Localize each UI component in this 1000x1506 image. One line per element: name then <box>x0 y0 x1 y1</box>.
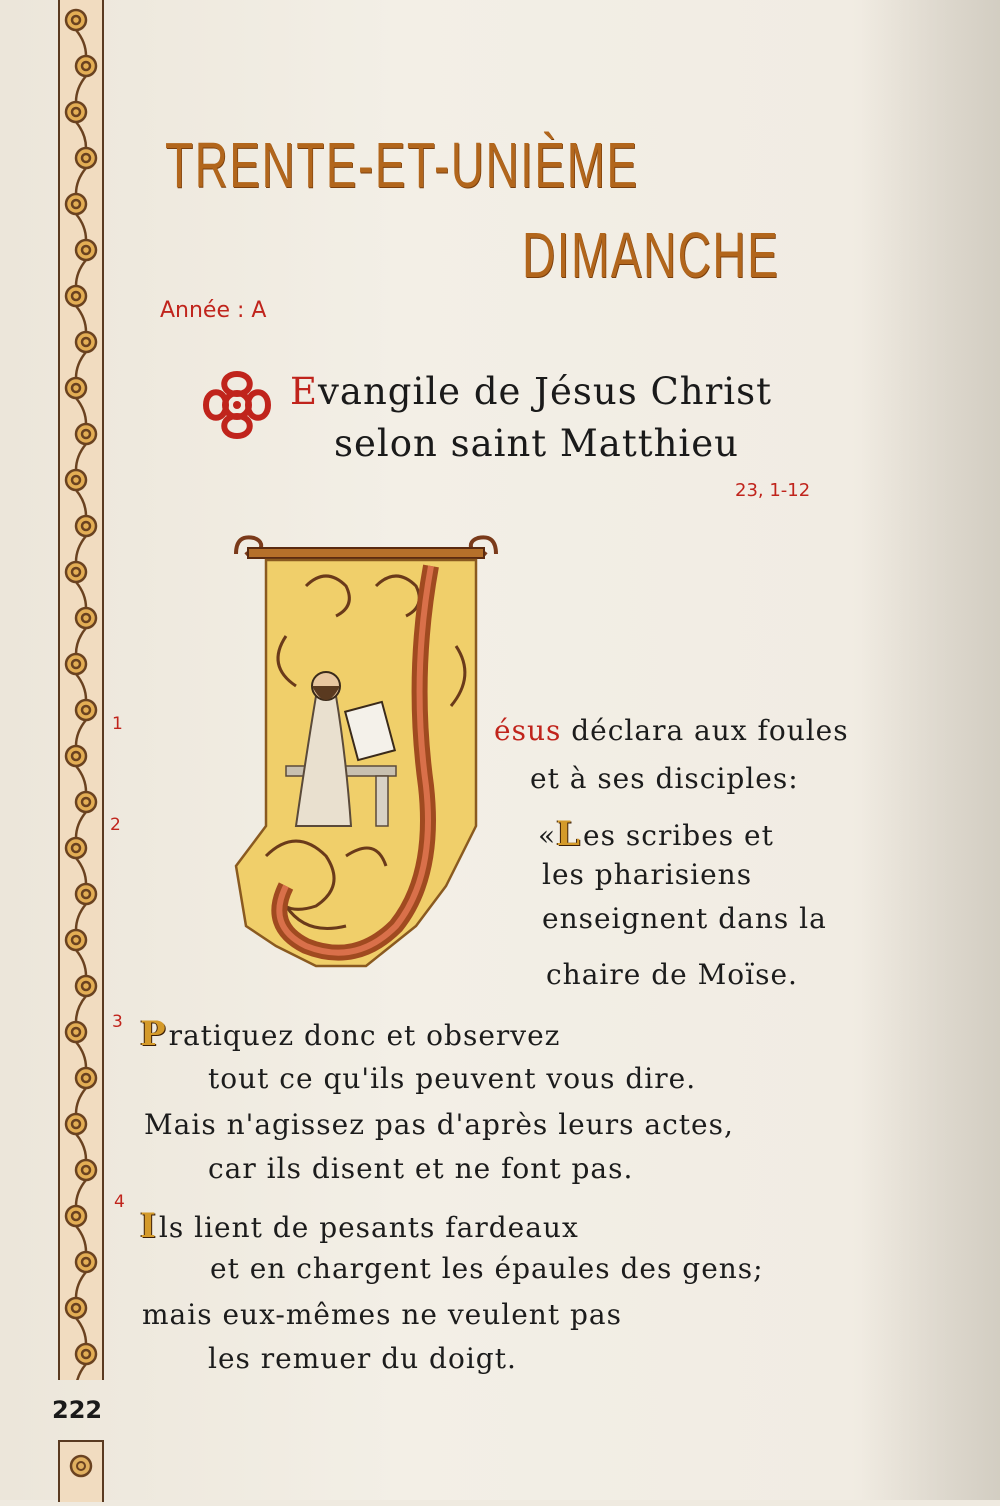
verse-number-4: 4 <box>114 1192 125 1212</box>
open-quote: « <box>538 819 557 852</box>
scroll-ornament-icon <box>60 1442 102 1502</box>
text-line-1 <box>494 714 849 747</box>
scroll-ornament-icon <box>60 0 102 1380</box>
text-line-11-dropcap: I <box>140 1206 157 1246</box>
text-line-3-dropcap: L <box>556 814 582 854</box>
text-line-10: car ils disent et ne font pas. <box>208 1152 634 1185</box>
page-title-line2: DIMANCHE <box>522 219 780 291</box>
text-line-1-rest: déclara aux foules <box>571 714 849 747</box>
gospel-heading <box>290 366 772 470</box>
text-line-2: et à ses disciples: <box>530 762 799 795</box>
liturgical-year: Année : A <box>160 298 267 323</box>
text-line-11-rest: ls lient de pesants fardeaux <box>158 1211 579 1244</box>
text-line-13: mais eux-mêmes ne veulent pas <box>142 1298 622 1331</box>
page-gutter-shadow <box>860 0 1000 1500</box>
text-line-6: chaire de Moïse. <box>546 958 798 991</box>
verse-number-1: 1 <box>112 714 123 734</box>
text-line-14: les remuer du doigt. <box>208 1342 517 1375</box>
celtic-cross-icon <box>200 368 274 442</box>
text-line-8: tout ce qu'ils peuvent vous dire. <box>208 1062 697 1095</box>
text-line-5: enseignent dans la <box>542 902 827 935</box>
gospel-title-line2: selon saint Matthieu <box>334 422 739 465</box>
text-line-7 <box>140 1014 560 1054</box>
page-title-line1: TRENTE-ET-UNIÈME <box>165 129 639 201</box>
verse-number-3: 3 <box>112 1012 123 1032</box>
page-number: 222 <box>52 1396 103 1424</box>
text-line-12: et en chargent les épaules des gens; <box>210 1252 764 1285</box>
scripture-reference: 23, 1-12 <box>735 480 811 501</box>
gospel-initial: E <box>290 370 319 413</box>
text-line-7-dropcap: P <box>140 1014 167 1054</box>
text-line-11 <box>140 1206 579 1246</box>
text-line-9: Mais n'agissez pas d'après leurs actes, <box>144 1108 734 1141</box>
decorative-border-lower <box>58 1440 104 1502</box>
decorative-border <box>58 0 104 1380</box>
text-line-4: les pharisiens <box>542 858 753 891</box>
verse-number-2: 2 <box>110 815 121 835</box>
text-line-1-rubric: ésus <box>494 714 562 747</box>
text-line-3-rest: es scribes et <box>583 819 774 852</box>
text-line-7-rest: ratiquez donc et observez <box>168 1019 561 1052</box>
text-line-3 <box>538 814 774 854</box>
gospel-title-text: vangile de Jésus Christ <box>318 370 772 413</box>
illuminated-initial-j <box>226 526 506 986</box>
